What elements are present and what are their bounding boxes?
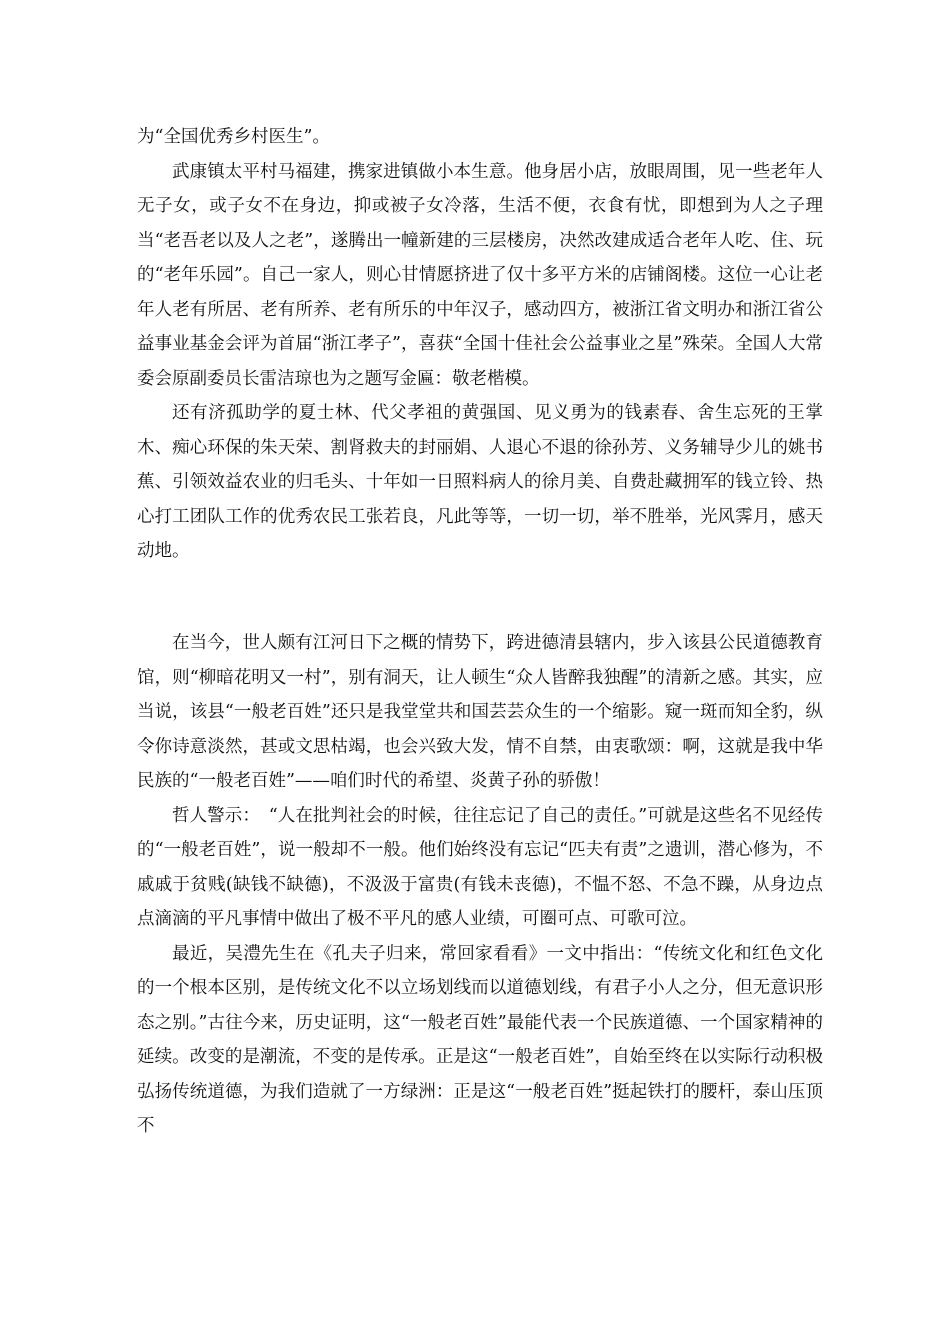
paragraph-ma-fujian: 武康镇太平村马福建，携家进镇做小本生意。他身居小店，放眼周围，见一些老年人无子女，或子女不在身边，抑或被子女冷落，生活不便，衣食有忧，即想到为人之子理当“老吾老以及人之老”，遂腾出一幢新建的三层楼房，决然改建成适合老年人吃、住、玩的“老年乐园”。自己一家人，则心甘情愿挤进了仅十多平方米的店铺阁楼。这位一心让老年人老有所居、老有所养、老有所乐的中年汉子，感动四方，被浙江省文明办和浙江省公益事业基金会评为首届“浙江孝子”，喜获“全国十佳社会公益事业之星”殊荣。全国人大常委会原副委员长雷洁琼也为之题写金匾：敬老楷模。 [137,161,823,389]
text-section-2 [137,626,823,1144]
paragraph-philosopher-warning: 哲人警示： “人在批判社会的时候，往往忘记了自己的责任。”可就是这些名不见经传的“一般老百姓”，说一般却不一般。他们始终没有忘记“匹夫有责”之遗训，潜心修为，不戚戚于贫贱(缺钱不缺德)，不汲汲于富贵(有钱未丧德)，不愠不怒、不急不躁，从身边点点滴滴的平凡事情中做出了极不平凡的感人业绩，可圈可点、可歌可泣。 [137,805,823,929]
paragraph-other-examples: 还有济孤助学的夏士林、代父孝祖的黄强国、见义勇为的钱素春、舍生忘死的王掌木、痴心环保的朱天荣、割肾救夫的封丽娟、人退心不退的徐孙芳、义务辅导少儿的姚书蕉、引领效益农业的归毛头、十年如一日照料病人的徐月美、自费赴藏拥军的钱立铃、热心打工团队工作的优秀农民工张若良，凡此等等，一切一切，举不胜举，光风霁月，感天动地。 [137,403,823,561]
paragraph-moral-museum: 在当今，世人颇有江河日下之概的情势下，跨进德清县辖内，步入该县公民道德教育馆，则“柳暗花明又一村”，别有洞天，让人顿生“众人皆醉我独醒”的清新之感。其实，应当说，该县“一般老百姓”还只是我堂堂共和国芸芸众生的一个缩影。窥一斑而知全豹，纵令你诗意淡然，甚或文思枯竭，也会兴致大发，情不自禁，由衷歌颂：啊，这就是我中华民族的“一般老百姓”——咱们时代的希望、炎黄子孙的骄傲！ [137,633,823,791]
text-section-1 [137,120,823,569]
paragraph-traditional-culture: 最近，吴澧先生在《孔夫子归来，常回家看看》一文中指出：“传统文化和红色文化的一个根本区别，是传统文化不以立场划线而以道德划线，有君子小人之分，但无意识形态之别。”古往今来，历史证明，这“一般老百姓”最能代表一个民族道德、一个国家精神的延续。改变的是潮流，不变的是传承。正是这“一般老百姓”，自始至终在以实际行动积极弘扬传统道德，为我们造就了一方绿洲：正是这“一般老百姓”挺起铁打的腰杆，泰山压顶不 [137,943,823,1136]
paragraph-continuation: 为“全国优秀乡村医生”。 [137,127,330,147]
